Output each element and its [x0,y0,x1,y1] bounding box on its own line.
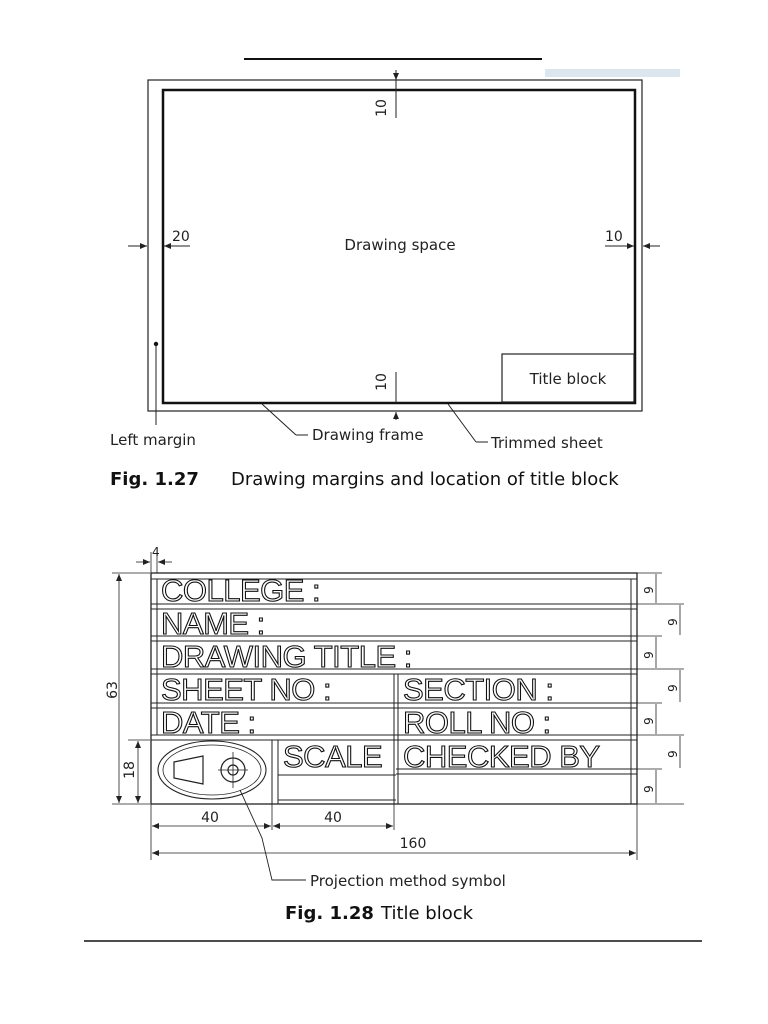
field-sheet-no: SHEET NO : [161,672,332,707]
field-name: NAME : [161,606,265,641]
dim-scale-width: 40 [324,810,342,826]
dim-row-5: 9 [642,717,656,725]
projection-symbol-icon [158,741,266,799]
field-scale: SCALE [283,739,383,774]
dim-height: 63 [105,681,121,699]
field-section: SECTION : [403,672,554,707]
projection-label: Projection method symbol [310,872,506,890]
dim-top: 10 [374,99,390,117]
dim-row-7: 9 [642,785,656,793]
field-roll-no: ROLL NO : [403,705,551,740]
field-college: COLLEGE : [161,573,321,608]
fig-1-27-number: Fig. 1.27 [110,469,199,490]
dim-left: 20 [172,229,190,245]
field-date: DATE : [161,705,256,740]
fig-1-28-caption: Title block [381,903,474,924]
fig-1-27-diagram [110,70,660,452]
dim-row-1: 9 [642,586,656,594]
fig-1-27-caption: Drawing margins and location of title block [231,469,619,490]
dim-symbol-width: 40 [201,810,219,826]
dim-right: 10 [605,229,623,245]
fig-1-28-diagram [105,545,684,890]
dim-row-6: 9 [666,750,680,758]
dim-bottom: 10 [374,373,390,391]
dim-row-4: 9 [666,684,680,692]
left-margin-label: Left margin [110,431,196,449]
dim-row-3: 9 [642,651,656,659]
drawing-frame-label: Drawing frame [312,426,424,444]
trimmed-sheet-label: Trimmed sheet [491,434,603,452]
drawing-space-label: Drawing space [344,236,456,254]
title-block-label: Title block [529,370,607,388]
field-drawing-title: DRAWING TITLE : [161,639,412,674]
dim-row-2: 9 [666,618,680,626]
fig-1-28-number: Fig. 1.28 [285,903,374,924]
header-accent [545,69,680,77]
dim-total-width: 160 [399,836,427,852]
dim-bottom-height: 18 [122,761,138,779]
dim-offset: 4 [152,545,160,559]
field-checked-by: CHECKED BY [403,739,600,774]
